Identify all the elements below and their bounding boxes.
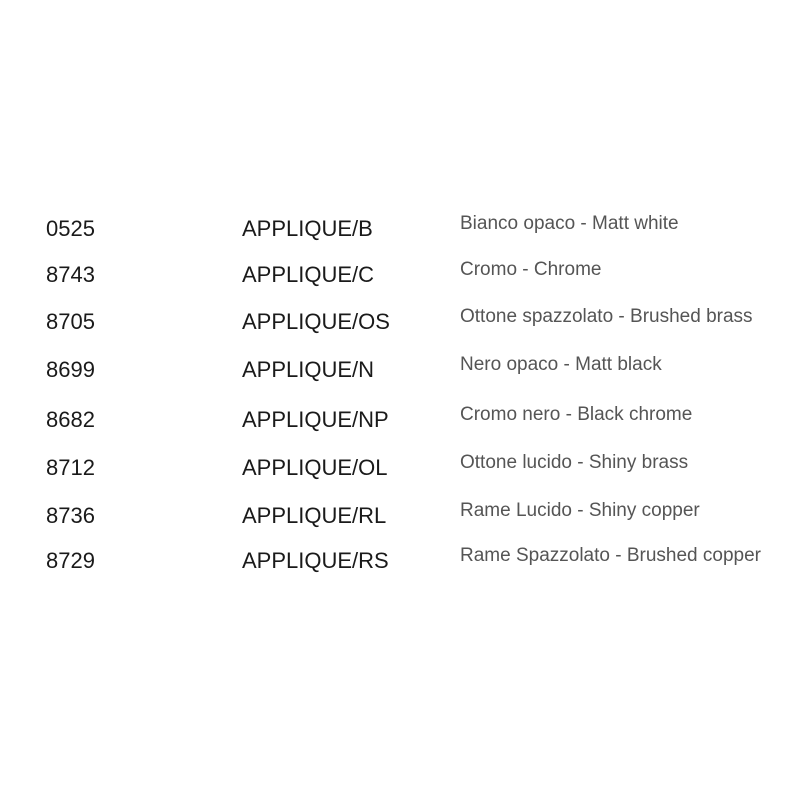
- finish-description: Cromo nero - Black chrome: [460, 404, 693, 425]
- model-name: APPLIQUE/NP: [242, 407, 389, 432]
- product-code: 8736: [46, 503, 95, 528]
- model-name: APPLIQUE/C: [242, 262, 375, 287]
- product-code: 8699: [46, 357, 95, 382]
- table-row: [0, 500, 800, 543]
- product-code: 8682: [46, 407, 95, 432]
- model-name: APPLIQUE/RL: [242, 503, 387, 528]
- model-name: APPLIQUE/RS: [242, 548, 389, 573]
- finish-description: Cromo - Chrome: [460, 259, 602, 280]
- finish-description: Rame Lucido - Shiny copper: [460, 500, 700, 521]
- finish-description: Nero opaco - Matt black: [460, 354, 662, 375]
- product-code: 8743: [46, 262, 95, 287]
- finish-description: Ottone lucido - Shiny brass: [460, 452, 689, 473]
- table-row: [0, 354, 800, 397]
- table-row: [0, 306, 800, 349]
- product-code: 8705: [46, 309, 95, 334]
- product-code: 0525: [46, 216, 95, 241]
- table-row: [0, 452, 800, 495]
- finish-description: Ottone spazzolato - Brushed brass: [460, 306, 753, 327]
- table-row: [0, 259, 800, 302]
- finish-description: Bianco opaco - Matt white: [460, 213, 679, 234]
- product-code: 8712: [46, 455, 95, 480]
- model-name: APPLIQUE/N: [242, 357, 375, 382]
- model-name: APPLIQUE/OS: [242, 309, 390, 334]
- product-code: 8729: [46, 548, 95, 573]
- model-name: APPLIQUE/OL: [242, 455, 388, 480]
- table-row: [0, 404, 800, 447]
- model-name: APPLIQUE/B: [242, 216, 373, 241]
- table-row: [0, 545, 800, 588]
- finish-description: Rame Spazzolato - Brushed copper: [460, 545, 761, 566]
- table-row: [0, 213, 800, 256]
